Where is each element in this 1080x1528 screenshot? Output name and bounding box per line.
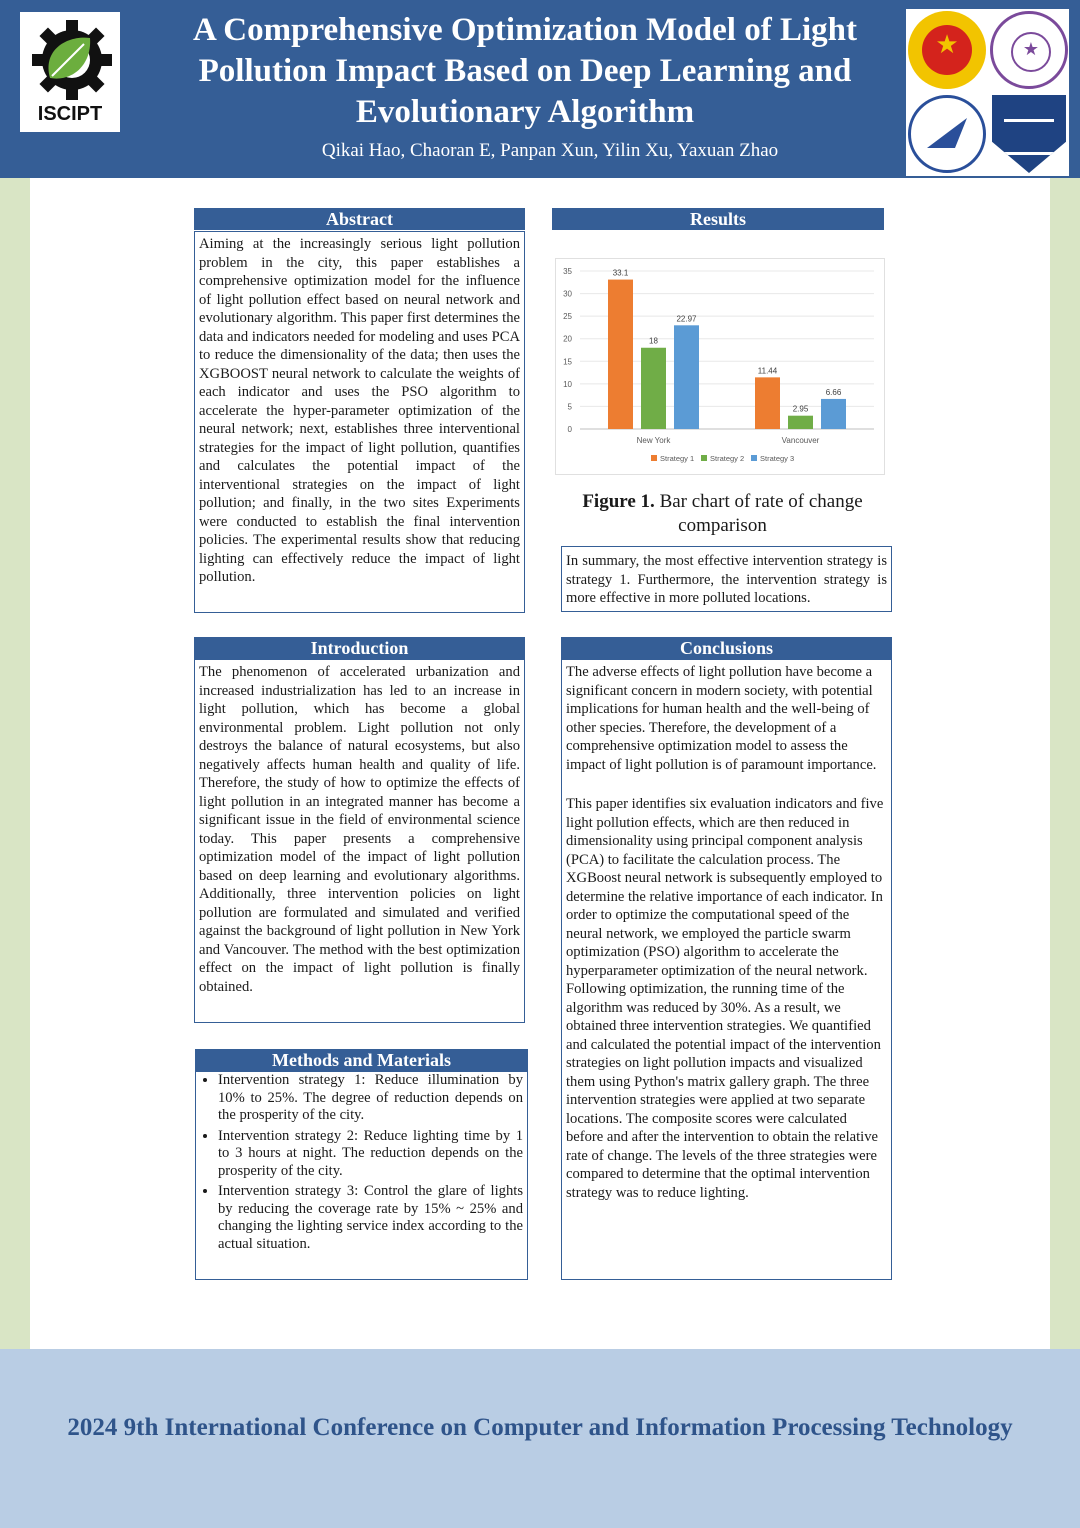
conclusions-heading: Conclusions [561, 637, 892, 659]
university-seal-icon: ★ [908, 11, 986, 89]
data-label: 2.95 [792, 404, 809, 414]
results-summary: In summary, the most effective intervention strategy is strategy 1. Furthermore, the intervention strategy is more effective in more polluted locations. [561, 546, 892, 612]
author-list: Qikai Hao, Chaoran E, Panpan Xun, Yilin Xu, Yaxuan Zhao [321, 140, 779, 161]
gear-leaf-icon [20, 12, 120, 132]
bar [788, 416, 813, 429]
y-tick-label: 25 [563, 312, 572, 322]
y-tick-label: 20 [563, 334, 572, 344]
conclusions-box [561, 659, 892, 1280]
conclusions-paragraph-2: This paper identifies six evaluation indicators and five light pollution effects, which are then reduced in dimensionality using principal component analysis (PCA) to facilitate the calculation process. The XGBoost neural network is subsequently employed to determine the relative importance of each indicator. In order to optimize the computational speed of the neural network, we employed the particle swarm optimization (PSO) algorithm to accelerate the hyperparameter optimization of the neural network. Following optimization, the running time of the algorithm was reduced by 30%. As a result, we obtained three intervention strategies. We quantified and calculated the potential impact of the intervention strategies on light pollution impacts and visualized them using Python's matrix gallery graph. The three intervention strategies were applied at two separate locations. The composite scores were calculated before and after the intervention to obtain the relative rate of change. The levels of the three strategies were compared to determine that the optimal intervention strategy was to reduce lighting. [566, 796, 884, 1201]
methods-heading: Methods and Materials [195, 1049, 528, 1071]
y-tick-label: 5 [567, 402, 572, 412]
y-tick-label: 30 [563, 289, 572, 299]
data-label: 11.44 [757, 366, 778, 376]
legend-label: Strategy 3 [760, 454, 795, 463]
legend-swatch [701, 455, 707, 461]
legend-label: Strategy 2 [710, 454, 745, 463]
bar-chart [556, 259, 884, 474]
bar [821, 399, 846, 429]
data-label: 18 [649, 336, 658, 346]
figure-label: Figure 1. [582, 491, 655, 512]
bar-chart-frame [555, 258, 885, 475]
figure-caption [555, 490, 890, 538]
abstract-text: Aiming at the increasingly serious light pollution problem in the city, this paper establishes a comprehensive optimization model for the influence of light pollution effect based on neural network and evolutionary algorithm. This paper first determines the data and indicators needed for modeling and uses PCA to reduce the dimensionality of the data; then uses the XGBOOST neural network to calculate the weights of each indicator and uses the PSO algorithm to accelerate the hyper-parameter optimization of the neural network; next, establishes three interventional strategies for the impact of light pollution, quantifies and calculates the potential impact of the interventional strategies on the impact of light pollution; and finally, in the two sites Experiments were conducted to establish the final intervention policies. The experimental results show that reducing lighting can effectively reduce the impact of light pollution. [199, 236, 520, 585]
list-item: • Intervention strategy 1: Reduce illumination by 10% to 25%. The degree of reduction depends on the prosperity of the city. [218, 1072, 523, 1125]
conference-name: 2024 9th International Conference on Computer and Information Processing Technology [67, 1414, 1013, 1441]
results-heading: Results [552, 208, 884, 230]
legend-swatch [751, 455, 757, 461]
figure-caption-text: Bar chart of rate of change comparison [654, 491, 863, 536]
legend-swatch [651, 455, 657, 461]
y-tick-label: 15 [563, 357, 572, 367]
data-label: 33.1 [612, 268, 629, 278]
introduction-text: The phenomenon of accelerated urbanization and increased industrialization has led to an increase in light pollution, which has become a global environmental problem. Light pollution not only destroys the balance of natural ecosystems, but also negatively affects human health and quality of life. Therefore, the study of how to optimize the effects of light pollution in an integrated manner has become a significant issue in the field of environmental science today. This paper presents a comprehensive optimization model of the impact of light pollution based on deep learning and evolutionary algorithms. Additionally, three intervention policies on light pollution are formulated and simulated and verified against the background of light pollution in New York and Vancouver. The method with the best optimization effect on the impact of light pollution is finally obtained. [199, 664, 520, 995]
data-label: 6.66 [825, 387, 842, 397]
legend-label: Strategy 1 [660, 454, 695, 463]
university-logos [906, 9, 1069, 176]
conference-logo [20, 12, 120, 132]
list-item: • Intervention strategy 2: Reduce lighting time by 1 to 3 hours at night. The reduction depends on the prosperity of the city. [218, 1128, 523, 1181]
university-seal-icon [908, 95, 986, 173]
list-item: • Intervention strategy 3: Control the glare of lights by reducing the coverage rate by 15% ~ 25% and changing the lighting service index according to the actual situation. [218, 1183, 523, 1253]
introduction-box [194, 659, 525, 1023]
bar [755, 377, 780, 429]
introduction-heading: Introduction [194, 637, 525, 659]
x-tick-label: Vancouver [781, 436, 820, 445]
abstract-heading: Abstract [194, 208, 525, 230]
bar [608, 280, 633, 429]
data-label: 22.97 [676, 314, 697, 324]
conclusions-paragraph-1: The adverse effects of light pollution have become a significant concern in modern society, with potential implications for human health and the well-being of other species. Therefore, the development of a comprehensive optimization model to assess the impact of light pollution is of paramount importance. [566, 664, 877, 773]
x-tick-label: New York [636, 436, 671, 445]
university-seal-icon: ★ [990, 11, 1068, 89]
methods-box [195, 1071, 528, 1280]
strategy-list [196, 1072, 527, 1253]
y-tick-label: 35 [563, 267, 572, 276]
university-shield-icon [992, 95, 1066, 173]
logo-text: ISCIPT [37, 103, 103, 125]
abstract-box [194, 231, 525, 613]
bar [641, 348, 666, 429]
poster-title: A Comprehensive Optimization Model of Light Pollution Impact Based on Deep Learning and Evolutionary Algorithm [193, 12, 857, 130]
y-tick-label: 0 [567, 425, 572, 434]
poster-body [30, 178, 1050, 1350]
bar [674, 325, 699, 429]
y-tick-label: 10 [563, 379, 572, 389]
